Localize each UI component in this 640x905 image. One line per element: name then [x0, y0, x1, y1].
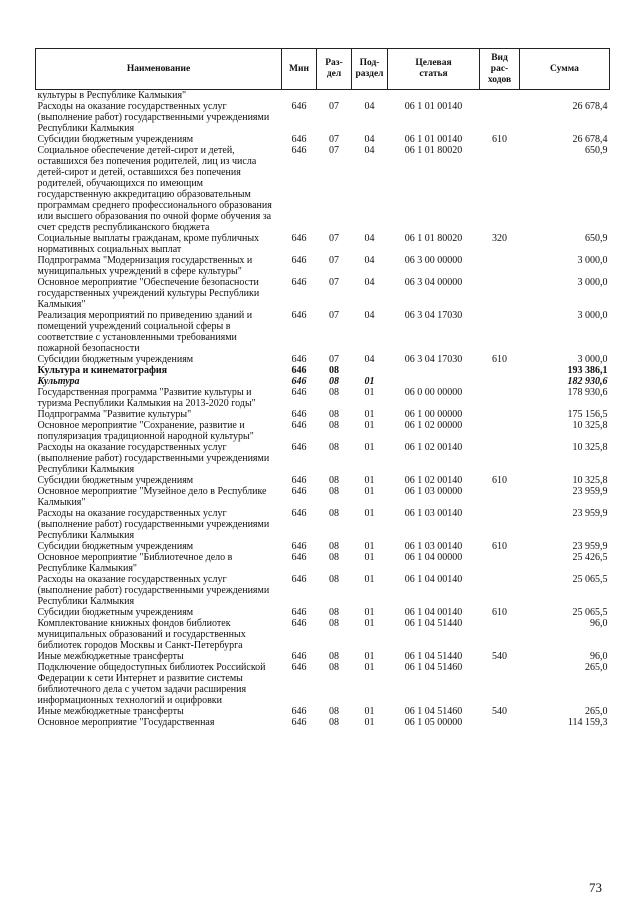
cell-podrazdel: 01 — [364, 376, 375, 387]
page-number: 73 — [589, 880, 602, 895]
cell-razdel: 07 — [329, 255, 339, 266]
cell-name: Иные межбюджетные трансферты — [37, 706, 184, 717]
cell-vid-rashodov: 610 — [492, 607, 507, 618]
cell-vid-rashodov — [480, 376, 520, 387]
cell-razdel: 08 — [329, 574, 339, 585]
cell-summa: 178 930,6 — [567, 387, 608, 398]
cell-min: 646 — [291, 607, 307, 618]
cell-vid-rashodov — [480, 365, 520, 376]
cell-name: Подпрограмма "Развитие культуры" — [37, 409, 192, 420]
header-podrazdel: Под- раздел — [352, 49, 388, 90]
cell-vid-rashodov — [480, 552, 520, 574]
cell-razdel: 08 — [329, 651, 339, 662]
cell-min: 646 — [291, 387, 307, 398]
header-min: Мин — [282, 49, 317, 90]
cell-celevaya-statya: 06 1 00 00000 — [404, 409, 463, 420]
cell-vid-rashodov — [480, 409, 520, 420]
cell-razdel: 08 — [329, 409, 339, 420]
cell-vid-rashodov: 320 — [492, 233, 507, 244]
cell-summa: 650,9 — [585, 233, 608, 244]
cell-razdel: 08 — [329, 607, 339, 618]
cell-min: 646 — [291, 420, 307, 431]
cell-razdel: 07 — [329, 101, 339, 112]
cell-name: Расходы на оказание государственных услуг (выполнение работ) государственными учреждениями Республики Калмыкия — [37, 574, 270, 607]
cell-razdel: 08 — [329, 486, 339, 497]
cell-min: 646 — [291, 574, 307, 585]
cell-summa: 96,0 — [590, 618, 608, 629]
cell-razdel: 07 — [329, 310, 339, 321]
header-celevaya-statya: Целевая статья — [388, 49, 480, 90]
cell-podrazdel: 01 — [364, 442, 375, 453]
cell-summa: 96,0 — [590, 651, 608, 662]
cell-celevaya-statya: 06 1 01 80020 — [404, 145, 463, 156]
cell-razdel: 08 — [329, 376, 339, 387]
cell-celevaya-statya: 06 1 04 51440 — [404, 618, 463, 629]
cell-celevaya-statya: 06 3 04 00000 — [404, 277, 463, 288]
cell-name: Подпрограмма "Модернизация государственных и муниципальных учреждений в сфере культуры" — [37, 255, 253, 277]
table-row — [36, 486, 610, 508]
cell-summa: 23 959,9 — [572, 508, 608, 519]
cell-vid-rashodov: 540 — [492, 651, 507, 662]
cell-podrazdel: 01 — [364, 651, 375, 662]
cell-min: 646 — [291, 706, 307, 717]
table-row — [36, 420, 610, 442]
cell-celevaya-statya: 06 1 04 51460 — [404, 706, 463, 717]
cell-celevaya-statya: 06 1 03 00140 — [404, 541, 463, 552]
cell-podrazdel: 04 — [364, 145, 375, 156]
cell-vid-rashodov — [480, 310, 520, 354]
cell-razdel: 08 — [329, 442, 339, 453]
table-row — [36, 365, 610, 376]
cell-razdel: 08 — [329, 706, 339, 717]
cell-name: Субсидии бюджетным учреждениям — [37, 354, 194, 365]
cell-celevaya-statya: 06 1 02 00000 — [404, 420, 463, 431]
cell-podrazdel: 01 — [364, 662, 375, 673]
cell-summa: 182 930,6 — [567, 376, 608, 387]
cell-summa: 3 000,0 — [577, 255, 608, 266]
budget-table-page — [35, 48, 609, 728]
cell-name: Государственная программа "Развитие культуры и туризма Республики Калмыкия на 2013-2020 годы" — [37, 387, 256, 409]
cell-celevaya-statya — [388, 90, 480, 102]
cell-razdel: 08 — [329, 475, 339, 486]
header-name: Наименование — [36, 49, 282, 90]
cell-celevaya-statya: 06 1 02 00140 — [404, 442, 463, 453]
cell-podrazdel: 01 — [364, 508, 375, 519]
table-row — [36, 618, 610, 651]
cell-summa: 114 159,3 — [567, 717, 608, 728]
cell-min — [282, 90, 317, 102]
table-body — [36, 90, 610, 729]
cell-min: 646 — [291, 255, 307, 266]
cell-vid-rashodov — [480, 101, 520, 134]
cell-name: Основное мероприятие "Государственная — [37, 717, 215, 728]
cell-name: Субсидии бюджетным учреждениям — [37, 475, 194, 486]
cell-razdel: 08 — [329, 387, 339, 398]
cell-razdel: 08 — [329, 365, 339, 376]
cell-razdel: 07 — [329, 277, 339, 288]
cell-min: 646 — [291, 310, 307, 321]
cell-celevaya-statya: 06 1 04 51440 — [404, 651, 463, 662]
cell-summa: 3 000,0 — [577, 354, 608, 365]
cell-name: Основное мероприятие "Сохранение, развитие и популяризация традиционной народной культуры" — [37, 420, 254, 442]
cell-vid-rashodov — [480, 387, 520, 409]
table-row — [36, 387, 610, 409]
header-summa: Сумма — [520, 49, 610, 90]
cell-summa: 26 678,4 — [572, 134, 608, 145]
cell-podrazdel: 01 — [364, 717, 375, 728]
cell-summa: 25 065,5 — [572, 574, 608, 585]
cell-celevaya-statya: 06 3 00 00000 — [404, 255, 463, 266]
cell-celevaya-statya: 06 3 04 17030 — [404, 354, 463, 365]
cell-celevaya-statya: 06 1 05 00000 — [404, 717, 463, 728]
cell-min: 646 — [291, 277, 307, 288]
cell-min: 646 — [291, 409, 307, 420]
table-row — [36, 277, 610, 310]
cell-podrazdel: 01 — [364, 706, 375, 717]
table-row — [36, 508, 610, 541]
cell-name: культуры в Республике Калмыкия" — [37, 90, 187, 101]
cell-celevaya-statya: 06 1 02 00140 — [404, 475, 463, 486]
cell-celevaya-statya: 06 1 04 00140 — [404, 574, 463, 585]
cell-celevaya-statya: 06 1 01 80020 — [404, 233, 463, 244]
header-vid-rashodov: Вид рас- ходов — [480, 49, 520, 90]
cell-podrazdel: 04 — [364, 310, 375, 321]
table-row — [36, 409, 610, 420]
cell-vid-rashodov — [480, 717, 520, 728]
cell-name: Расходы на оказание государственных услуг (выполнение работ) государственными учреждениями Республики Калмыкия — [37, 442, 270, 475]
cell-name: Иные межбюджетные трансферты — [37, 651, 184, 662]
cell-summa — [520, 90, 610, 102]
cell-podrazdel — [352, 365, 388, 376]
table-header — [36, 49, 610, 90]
cell-podrazdel: 04 — [364, 354, 375, 365]
cell-vid-rashodov — [480, 145, 520, 233]
cell-razdel: 08 — [329, 552, 339, 563]
cell-name: Социальные выплаты гражданам, кроме публичных нормативных социальных выплат — [37, 233, 260, 255]
cell-vid-rashodov — [480, 277, 520, 310]
cell-podrazdel: 01 — [364, 486, 375, 497]
cell-razdel: 08 — [329, 420, 339, 431]
cell-vid-rashodov: 610 — [492, 475, 507, 486]
cell-name: Субсидии бюджетным учреждениям — [37, 541, 194, 552]
cell-celevaya-statya: 06 1 04 51460 — [404, 662, 463, 673]
cell-celevaya-statya — [388, 365, 480, 376]
cell-podrazdel: 01 — [364, 607, 375, 618]
cell-summa: 10 325,8 — [572, 420, 608, 431]
cell-summa: 193 386,1 — [567, 365, 608, 376]
cell-vid-rashodov — [480, 442, 520, 475]
cell-celevaya-statya: 06 1 03 00000 — [404, 486, 463, 497]
cell-celevaya-statya — [388, 376, 480, 387]
table-row — [36, 101, 610, 134]
cell-podrazdel: 04 — [364, 134, 375, 145]
cell-podrazdel: 04 — [364, 277, 375, 288]
table-row — [36, 255, 610, 277]
cell-min: 646 — [291, 376, 307, 387]
cell-podrazdel: 01 — [364, 552, 375, 563]
cell-min: 646 — [291, 134, 307, 145]
cell-summa: 175 156,5 — [567, 409, 608, 420]
cell-name: Субсидии бюджетным учреждениям — [37, 134, 194, 145]
cell-name: Подключение общедоступных библиотек Российской Федерации к сети Интернет и развитие системы библиотечного дела с учетом задачи расширения информационных технологий и оцифровки — [37, 662, 266, 706]
cell-vid-rashodov — [480, 574, 520, 607]
cell-vid-rashodov: 610 — [492, 354, 507, 365]
cell-razdel: 08 — [329, 618, 339, 629]
header-razdel: Раз- дел — [317, 49, 352, 90]
cell-celevaya-statya: 06 3 04 17030 — [404, 310, 463, 321]
cell-min: 646 — [291, 442, 307, 453]
cell-razdel: 08 — [329, 508, 339, 519]
table-row — [36, 541, 610, 552]
cell-razdel: 08 — [329, 717, 339, 728]
cell-min: 646 — [291, 651, 307, 662]
cell-min: 646 — [291, 233, 307, 244]
cell-summa: 10 325,8 — [572, 475, 608, 486]
cell-podrazdel: 04 — [364, 101, 375, 112]
cell-name: Реализация мероприятий по приведению зданий и помещений учреждений социальной сферы в соответствие с установленными требованиями пожарной безопасности — [37, 310, 253, 354]
cell-min: 646 — [291, 145, 307, 156]
table-row — [36, 717, 610, 728]
cell-min: 646 — [291, 541, 307, 552]
table-row — [36, 376, 610, 387]
cell-name: Культура — [37, 376, 80, 387]
cell-summa: 265,0 — [585, 706, 608, 717]
cell-vid-rashodov — [480, 486, 520, 508]
cell-min: 646 — [291, 475, 307, 486]
cell-razdel — [317, 90, 352, 102]
cell-razdel: 07 — [329, 233, 339, 244]
cell-summa: 25 065,5 — [572, 607, 608, 618]
cell-min: 646 — [291, 618, 307, 629]
cell-vid-rashodov — [480, 508, 520, 541]
cell-name: Социальное обеспечение детей-сирот и детей, оставшихся без попечения родителей, лиц из числа детей-сирот и детей, оставшихся без попечения родителей, обучающихся по имеющим государственную аккредитацию образовательным программам среднего профессионального образования или высшего образования по очной форме обучения за счет средств республиканского бюджета — [37, 145, 272, 233]
cell-summa: 650,9 — [585, 145, 608, 156]
cell-name: Комплектование книжных фондов библиотек муниципальных образований и государственных библиотек городов Москвы и Санкт-Петербурга — [37, 618, 246, 651]
cell-summa: 25 426,5 — [572, 552, 608, 563]
cell-name: Расходы на оказание государственных услуг (выполнение работ) государственными учреждениями Республики Калмыкия — [37, 101, 270, 134]
cell-summa: 23 959,9 — [572, 541, 608, 552]
cell-vid-rashodov — [480, 255, 520, 277]
cell-celevaya-statya: 06 1 01 00140 — [404, 134, 463, 145]
table-row — [36, 145, 610, 233]
cell-name: Основное мероприятие "Библиотечное дело в Республике Калмыкия" — [37, 552, 233, 574]
cell-razdel: 08 — [329, 541, 339, 552]
table-row — [36, 662, 610, 706]
cell-summa: 265,0 — [585, 662, 608, 673]
budget-table — [35, 48, 610, 728]
table-row — [36, 310, 610, 354]
cell-podrazdel: 01 — [364, 541, 375, 552]
cell-podrazdel: 01 — [364, 574, 375, 585]
cell-celevaya-statya: 06 1 04 00140 — [404, 607, 463, 618]
cell-celevaya-statya: 06 1 01 00140 — [404, 101, 463, 112]
cell-min: 646 — [291, 101, 307, 112]
cell-summa: 3 000,0 — [577, 277, 608, 288]
table-row — [36, 651, 610, 662]
cell-name: Расходы на оказание государственных услуг (выполнение работ) государственными учреждениями Республики Калмыкия — [37, 508, 270, 541]
cell-razdel: 07 — [329, 145, 339, 156]
cell-min: 646 — [291, 717, 307, 728]
cell-min: 646 — [291, 486, 307, 497]
cell-vid-rashodov — [480, 420, 520, 442]
cell-razdel: 07 — [329, 354, 339, 365]
cell-podrazdel: 04 — [364, 255, 375, 266]
table-row — [36, 552, 610, 574]
table-row — [36, 442, 610, 475]
cell-summa: 3 000,0 — [577, 310, 608, 321]
cell-celevaya-statya: 06 1 03 00140 — [404, 508, 463, 519]
cell-vid-rashodov — [480, 618, 520, 651]
cell-podrazdel: 04 — [364, 233, 375, 244]
cell-vid-rashodov: 540 — [492, 706, 507, 717]
cell-vid-rashodov: 610 — [492, 134, 507, 145]
cell-min: 646 — [291, 552, 307, 563]
cell-summa: 10 325,8 — [572, 442, 608, 453]
cell-celevaya-statya: 06 1 04 00000 — [404, 552, 463, 563]
table-row — [36, 706, 610, 717]
cell-podrazdel — [352, 90, 388, 102]
cell-min: 646 — [291, 354, 307, 365]
cell-name: Основное мероприятие "Музейное дело в Республике Калмыкия" — [37, 486, 267, 508]
table-row — [36, 90, 610, 102]
cell-min: 646 — [291, 508, 307, 519]
table-row — [36, 475, 610, 486]
cell-name: Субсидии бюджетным учреждениям — [37, 607, 194, 618]
cell-celevaya-statya: 06 0 00 00000 — [404, 387, 463, 398]
table-row — [36, 233, 610, 255]
cell-summa: 26 678,4 — [572, 101, 608, 112]
cell-razdel: 08 — [329, 662, 339, 673]
cell-vid-rashodov — [480, 90, 520, 102]
cell-podrazdel: 01 — [364, 420, 375, 431]
cell-podrazdel: 01 — [364, 475, 375, 486]
cell-podrazdel: 01 — [364, 409, 375, 420]
cell-podrazdel: 01 — [364, 387, 375, 398]
cell-vid-rashodov — [480, 662, 520, 706]
table-row — [36, 354, 610, 365]
cell-name: Основное мероприятие "Обеспечение безопасности государственных учреждений культуры Республики Калмыкия" — [37, 277, 260, 310]
table-row — [36, 607, 610, 618]
cell-name: Культура и кинематография — [37, 365, 168, 376]
cell-min: 646 — [291, 662, 307, 673]
cell-razdel: 07 — [329, 134, 339, 145]
table-row — [36, 134, 610, 145]
cell-podrazdel: 01 — [364, 618, 375, 629]
table-row — [36, 574, 610, 607]
cell-min: 646 — [291, 365, 307, 376]
cell-vid-rashodov: 610 — [492, 541, 507, 552]
cell-summa: 23 959,9 — [572, 486, 608, 497]
